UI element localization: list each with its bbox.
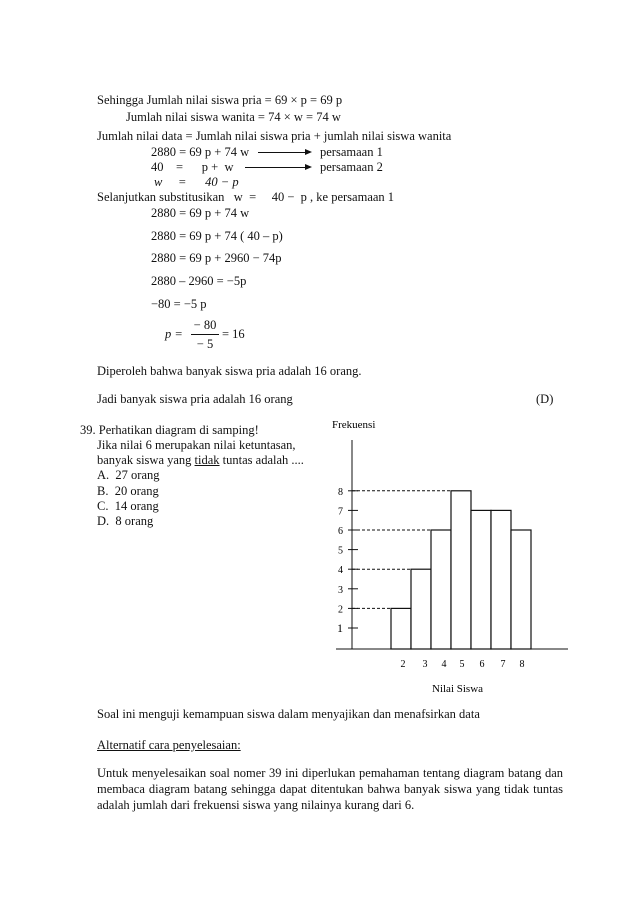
bar-8	[511, 530, 531, 649]
option-a: A. 27 orang	[97, 468, 160, 482]
fraction-lhs: p =	[165, 327, 183, 341]
x-tick-label: 2	[400, 659, 406, 670]
explanation-paragraph: Untuk menyelesaikan soal nomer 39 ini diperlukan pemahaman tentang diagram batang dan membaca diagram batang sehingga dapat ditentukan bahwa banyak siswa yang tidak tuntas adalah jumlah dari frekuensi siswa yang nilainya kurang dari 6.	[97, 766, 563, 812]
y-tick-label: 2	[338, 604, 343, 616]
substitution-line: Selanjutkan substitusikan w = 40 − p , ke persamaan 1	[97, 190, 395, 204]
fraction-denominator: − 5	[196, 337, 214, 351]
y-tick-label: 8	[338, 486, 343, 498]
x-tick-label: 5	[459, 659, 465, 670]
solution-line-3: Jumlah nilai data = Jumlah nilai siswa pria + jumlah nilai siswa wanita	[97, 129, 452, 143]
y-tick-label: 7	[338, 506, 343, 518]
x-axis-label: Nilai Siswa	[432, 683, 484, 695]
y-tick-label: 6	[338, 526, 343, 537]
fraction-numerator: − 80	[193, 318, 217, 332]
y-tick-label: 1	[337, 621, 343, 635]
x-tick-label: 6	[479, 659, 485, 670]
step-5: −80 = −5 p	[151, 297, 207, 311]
bar-5	[451, 491, 471, 649]
question-line-3: banyak siswa yang tidak tuntas adalah ....	[97, 453, 304, 467]
x-tick-label: 4	[441, 659, 447, 670]
solution-line-2: Jumlah nilai siswa wanita = 74 × w = 74 w	[126, 110, 341, 124]
solution-line-1: Sehingga Jumlah nilai siswa pria = 69 × p = 69 p	[97, 93, 343, 107]
option-b: B. 20 orang	[97, 484, 159, 498]
footer-note: Soal ini menguji kemampuan siswa dalam menyajikan dan menafsirkan data	[97, 707, 480, 721]
option-c: C. 14 orang	[97, 499, 159, 513]
step-3: 2880 = 69 p + 2960 − 74p	[151, 251, 282, 265]
bar-7	[491, 510, 511, 649]
equation-2: 40 = p + w	[151, 160, 234, 174]
question-line-2: Jika nilai 6 merupakan nilai ketuntasan,	[97, 438, 296, 452]
step-1: 2880 = 69 p + 74 w	[151, 206, 250, 220]
step-4: 2880 – 2960 = −5p	[151, 274, 247, 288]
question-title: 39. Perhatikan diagram di samping!	[80, 423, 259, 437]
bar-3	[411, 569, 431, 649]
fraction-rhs: = 16	[222, 327, 245, 341]
bar-4	[431, 530, 451, 649]
answer-label: (D)	[536, 392, 554, 406]
option-d: D. 8 orang	[97, 514, 154, 528]
equation-2-label: persamaan 2	[320, 160, 383, 174]
y-tick-label: 3	[338, 584, 343, 596]
bar-2	[391, 608, 411, 649]
conclusion-1: Diperoleh bahwa banyak siswa pria adalah 16 orang.	[97, 364, 362, 378]
conclusion-2: Jadi banyak siswa pria adalah 16 orang	[97, 392, 293, 406]
equation-3: w = 40 − p	[154, 175, 239, 189]
underlined-word: tidak	[194, 453, 220, 467]
equation-1: 2880 = 69 p + 74 w	[151, 145, 250, 159]
alternative-title: Alternatif cara penyelesaian:	[97, 738, 241, 752]
equation-1-label: persamaan 1	[320, 145, 383, 159]
y-tick-label: 4	[338, 565, 343, 577]
y-axis-label: Frekuensi	[332, 419, 376, 431]
step-2: 2880 = 69 p + 74 ( 40 – p)	[151, 229, 283, 243]
bar-6	[471, 510, 491, 649]
x-tick-label: 3	[422, 659, 428, 670]
x-tick-label: 8	[519, 659, 525, 670]
x-tick-label: 7	[500, 659, 506, 670]
y-tick-label: 5	[338, 545, 343, 557]
